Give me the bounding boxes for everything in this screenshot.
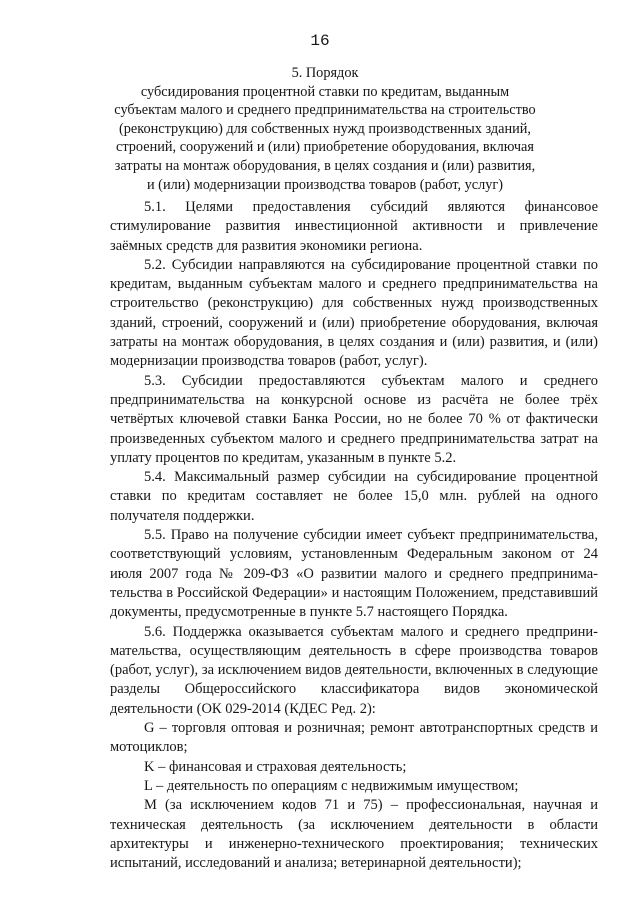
- list-item-section-k: K – финансовая и страховая деятельность;: [144, 758, 407, 775]
- paragraph-5-5: 5.5. Право на получение субсидии имеет субъект предпринимательства, соответствующий условиям, установленным Федеральным законом от 24 июля 2007 года № 209-ФЗ «О развитии малого и среднего предпринимательства в Российской Федерации» и настоящим Положением, представивший документы, предусмотренные в пункте 5.7 настоящего Порядка.: [110, 527, 598, 621]
- paragraph-5-2: 5.2. Субсидии направляются на субсидирование процентной ставки по кредитам, выданным субъектам малого и среднего предпринимательства на строительство (реконструкцию) для собственных нужд производственных зданий, строений, сооружений и (или) приобретение оборудования, включая затраты на монтаж оборудования, в целях создания и (или) развития, и (или) модернизации производства товаров (работ, услуг).: [110, 256, 598, 370]
- section-heading: [110, 64, 540, 194]
- paragraph-5-6: 5.6. Поддержка оказывается субъектам малого и среднего предпринимательства, осуществляющим деятельность в сфере производства товаров (работ, услуг), за исключением видов деятельности, включенных в следующие разделы Общероссийского классификатора видов экономической деятельности (ОК 029-2014 (КДЕС Ред. 2):: [110, 623, 598, 717]
- list-item-section-m: M (за исключением кодов 71 и 75) – профессиональная, научная и техническая деятельность (за исключением деятельности в области архитектуры и инженерно-технического проектирования; технических испытаний, исследований и анализа; ветеринарной деятельности);: [110, 797, 598, 872]
- paragraph-5-3: 5.3. Субсидии предоставляются субъектам малого и среднего предпринимательства на конкурсной основе из расчёта не более трёх четвёртых ключевой ставки Банка России, но не более 70 % от фактически произведенных субъектом малого и среднего предпринимательства затрат на уплату процентов по кредитам, указанным в пункте 5.2.: [110, 372, 598, 466]
- page-number: 16: [310, 32, 330, 50]
- section-body: [110, 198, 598, 873]
- section-title: 5. Порядок: [291, 65, 359, 81]
- paragraph-5-4: 5.4. Максимальный размер субсидии на субсидирование процентной ставки по кредитам составляет не более 15,0 млн. рублей на одного получателя поддержки.: [110, 469, 598, 524]
- section-subtitle: субсидирования процентной ставки по кредитам, выданным субъектам малого и среднего предпринимательства на строительство (реконструкцию) для собственных нужд производственных зданий, строений, сооружений и (или) приобретение оборудования, включая затраты на монтаж оборудования, в целях создания и (или) развития, и (или) модернизации производства товаров (работ, услуг): [114, 83, 536, 193]
- list-item-section-g: G – торговля оптовая и розничная; ремонт автотранспортных средств и мотоциклов;: [110, 720, 598, 756]
- list-item-section-l: L – деятельность по операциям с недвижимым имуществом;: [144, 777, 519, 794]
- paragraph-5-1: 5.1. Целями предоставления субсидий являются финансовое стимулирование развития инвестиционной активности и привлечение заёмных средств для развития экономики региона.: [110, 199, 598, 254]
